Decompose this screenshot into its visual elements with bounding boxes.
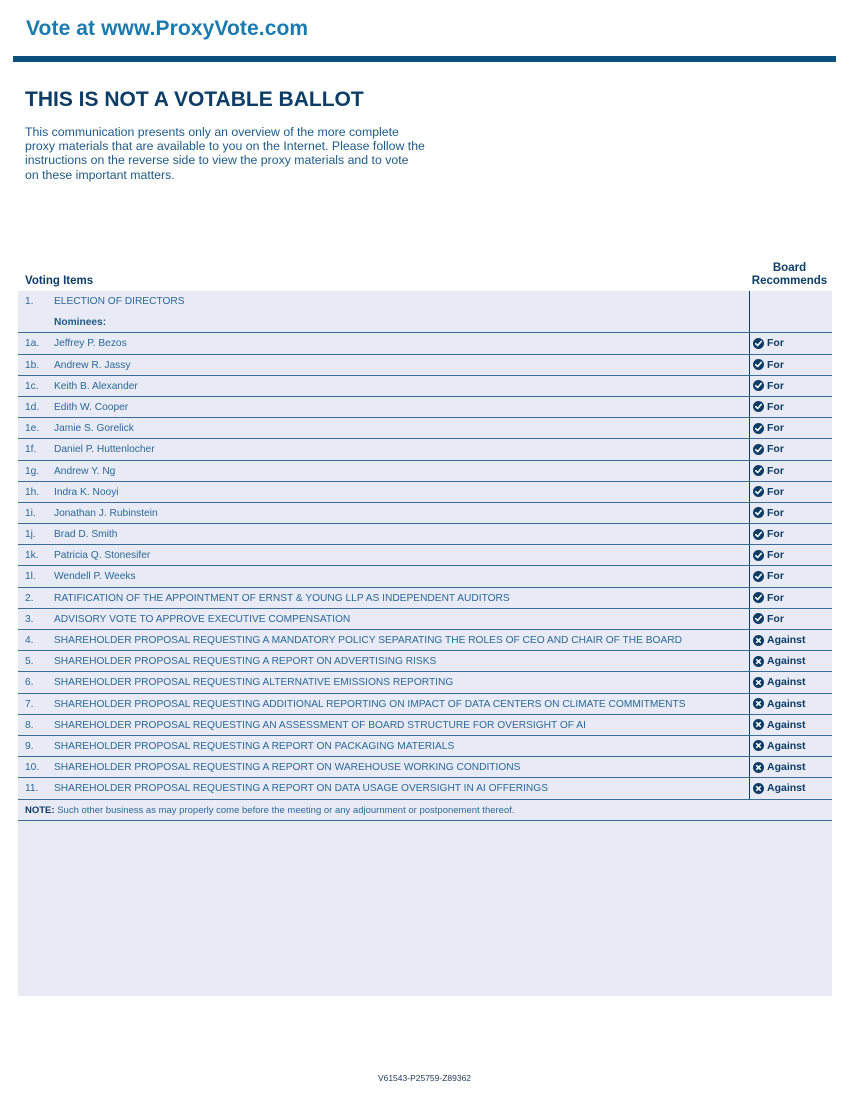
check-circle-icon: [753, 592, 764, 603]
recommendation: [753, 719, 806, 731]
check-circle-icon: [753, 423, 764, 434]
recommendation-cell: [749, 757, 832, 777]
recommendation-label: Against: [767, 718, 806, 731]
item-number: 1c.: [25, 380, 39, 392]
x-circle-icon: [753, 740, 764, 751]
table-row: [18, 694, 832, 715]
check-circle-icon: [753, 444, 764, 455]
note-label: NOTE:: [25, 804, 55, 816]
table-row: [18, 439, 832, 460]
recommendation: [753, 592, 784, 604]
recommendation-label: For: [767, 379, 784, 392]
table-row: [18, 397, 832, 418]
item-label: Daniel P. Huttenlocher: [54, 444, 155, 456]
recommendation-label: For: [767, 464, 784, 477]
item-label: SHAREHOLDER PROPOSAL REQUESTING A REPORT ON WAREHOUSE WORKING CONDITIONS: [54, 762, 521, 774]
recommendation: [753, 507, 784, 519]
voting-table: [18, 291, 832, 821]
table-row: [18, 609, 832, 630]
table-row: [18, 672, 832, 693]
intro-text: This communication presents only an overview of the more complete proxy materials that are available to you on the Internet. Please follow the instructions on the reverse side to view the proxy materials and to vote on these important matters.: [25, 125, 425, 182]
check-circle-icon: [753, 401, 764, 412]
item-number: 7.: [25, 698, 34, 710]
recommendation: [753, 698, 806, 710]
item-label: RATIFICATION OF THE APPOINTMENT OF ERNST & YOUNG LLP AS INDEPENDENT AUDITORS: [54, 592, 510, 604]
item-number: 4.: [25, 635, 34, 646]
item-label: ELECTION OF DIRECTORS: [54, 296, 185, 307]
recommendation: [753, 422, 784, 434]
recommendation-label: For: [767, 549, 784, 562]
x-circle-icon: [753, 677, 764, 688]
recommendation-cell: [749, 333, 832, 353]
item-label: Wendell P. Weeks: [54, 571, 136, 583]
item-label: SHAREHOLDER PROPOSAL REQUESTING ADDITIONAL REPORTING ON IMPACT OF DATA CENTERS ON CLIMATE COMMITMENTS: [54, 698, 686, 710]
board-recommends-line1: Board: [772, 262, 807, 274]
x-circle-icon: [753, 698, 764, 709]
recommendation: [753, 443, 784, 455]
recommendation: [753, 655, 806, 667]
recommendation-cell: [749, 461, 832, 481]
recommendation: [753, 761, 806, 773]
check-circle-icon: [753, 529, 764, 540]
x-circle-icon: [753, 656, 764, 667]
item-label: Keith B. Alexander: [54, 380, 138, 392]
recommendation-cell: [749, 651, 832, 671]
item-label: SHAREHOLDER PROPOSAL REQUESTING A REPORT ON DATA USAGE OVERSIGHT IN AI OFFERINGS: [54, 783, 549, 795]
item-label: Edith W. Cooper: [54, 401, 129, 413]
table-row: [18, 588, 832, 609]
board-recommends-header: [749, 262, 830, 288]
recommendation-cell: [749, 524, 832, 544]
recommendation-label: Against: [767, 634, 806, 646]
recommendation-label: For: [767, 570, 784, 583]
recommendation: [753, 634, 806, 646]
item-number: 1e.: [25, 423, 40, 435]
recommendation-cell: [749, 715, 832, 735]
recommendation-cell: [749, 355, 832, 375]
table-row: [18, 651, 832, 672]
x-circle-icon: [753, 783, 764, 794]
item-number: 1h.: [25, 486, 40, 498]
item-label: ADVISORY VOTE TO APPROVE EXECUTIVE COMPENSATION: [54, 613, 351, 625]
item-label: SHAREHOLDER PROPOSAL REQUESTING A REPORT ON ADVERTISING RISKS: [54, 656, 437, 668]
item-label: SHAREHOLDER PROPOSAL REQUESTING A MANDATORY POLICY SEPARATING THE ROLES OF CEO AND CHAIR OF THE BOARD: [54, 635, 682, 646]
item-number: 1j.: [25, 529, 36, 541]
table-row: [18, 715, 832, 736]
note-body: Such other business as may properly come before the meeting or any adjournment or postponement thereof.: [57, 804, 515, 816]
item-label: Jonathan J. Rubinstein: [54, 507, 158, 519]
recommendation: [753, 337, 784, 349]
recommendation-cell: [749, 736, 832, 756]
recommendation: [753, 570, 784, 582]
table-row: [18, 503, 832, 524]
voting-items-header: Voting Items: [25, 275, 94, 287]
header-rule: [13, 56, 836, 62]
item-number: 1l.: [25, 571, 36, 583]
document-code: V61543-P25759-Z89362: [377, 1073, 472, 1083]
recommendation-label: Against: [767, 655, 806, 668]
recommendation-label: Against: [767, 782, 806, 795]
recommendation-label: For: [767, 443, 784, 456]
recommendation-cell: [749, 609, 832, 629]
table-row: [18, 418, 832, 439]
table-row: [18, 736, 832, 757]
check-circle-icon: [753, 550, 764, 561]
recommendation: [753, 676, 806, 688]
recommendation-label: For: [767, 528, 784, 541]
item-number: 1b.: [25, 359, 40, 371]
item-number: 1a.: [25, 338, 40, 350]
item-label: Indra K. Nooyi: [54, 486, 119, 498]
recommendation: [753, 380, 784, 392]
recommendation: [753, 528, 784, 540]
item-number: 6.: [25, 677, 34, 689]
recommendation: [753, 486, 784, 498]
table-row: [18, 291, 832, 312]
recommendation-label: For: [767, 612, 784, 625]
item-label: SHAREHOLDER PROPOSAL REQUESTING AN ASSESSMENT OF BOARD STRUCTURE FOR OVERSIGHT OF AI: [54, 719, 586, 731]
recommendation-cell: [749, 291, 832, 312]
recommendation-label: For: [767, 400, 784, 413]
table-row: [18, 355, 832, 376]
item-label: SHAREHOLDER PROPOSAL REQUESTING ALTERNATIVE EMISSIONS REPORTING: [54, 677, 454, 689]
recommendation: [753, 549, 784, 561]
item-number: 10.: [25, 762, 40, 774]
table-row: [18, 630, 832, 651]
recommendation-cell: [749, 439, 832, 459]
x-circle-icon: [753, 635, 764, 646]
check-circle-icon: [753, 613, 764, 624]
item-number: 1d.: [25, 401, 40, 413]
recommendation-cell: [749, 418, 832, 438]
x-circle-icon: [753, 762, 764, 773]
recommendation: [753, 401, 784, 413]
item-number: 3.: [25, 613, 34, 625]
recommendation: [753, 740, 806, 752]
recommendation-label: For: [767, 591, 784, 604]
recommendation-cell: [749, 397, 832, 417]
recommendation-label: For: [767, 422, 784, 435]
table-row: [18, 312, 832, 333]
table-row: [18, 524, 832, 545]
check-circle-icon: [753, 338, 764, 349]
check-circle-icon: [753, 465, 764, 476]
item-number: 8.: [25, 719, 34, 731]
recommendation-cell: [749, 503, 832, 523]
table-row: [18, 545, 832, 566]
recommendation-label: For: [767, 337, 784, 350]
recommendation: [753, 613, 784, 625]
item-label: SHAREHOLDER PROPOSAL REQUESTING A REPORT ON PACKAGING MATERIALS: [54, 740, 455, 752]
item-number: 1f.: [25, 444, 37, 456]
item-label: Jamie S. Gorelick: [54, 423, 134, 435]
recommendation-label: For: [767, 358, 784, 371]
item-label: Andrew Y. Ng: [54, 465, 116, 477]
recommendation-label: Against: [767, 761, 806, 774]
page-title: THIS IS NOT A VOTABLE BALLOT: [25, 88, 364, 111]
proxyvote-link[interactable]: Vote at www.ProxyVote.com: [26, 17, 309, 40]
recommendation-cell: [749, 588, 832, 608]
table-row: [18, 333, 832, 354]
recommendation-cell: [749, 630, 832, 650]
item-number: 5.: [25, 656, 34, 668]
recommendation-cell: [749, 694, 832, 714]
recommendation: [753, 782, 806, 794]
item-number: 1.: [25, 296, 34, 307]
item-label: Jeffrey P. Bezos: [54, 338, 127, 350]
table-row: [18, 757, 832, 778]
check-circle-icon: [753, 507, 764, 518]
table-row: [18, 376, 832, 397]
recommendation-cell: [749, 778, 832, 798]
table-row: [18, 778, 832, 799]
item-number: 2.: [25, 592, 34, 604]
item-label: Patricia Q. Stonesifer: [54, 550, 151, 562]
recommendation-label: Against: [767, 676, 806, 689]
note-text: [25, 805, 515, 816]
item-number: 9.: [25, 740, 34, 752]
recommendation-label: For: [767, 485, 784, 498]
item-number: 1i.: [25, 507, 36, 519]
x-circle-icon: [753, 719, 764, 730]
recommendation-label: For: [767, 506, 784, 519]
check-circle-icon: [753, 571, 764, 582]
recommendation: [753, 359, 784, 371]
recommendation-cell: [749, 482, 832, 502]
check-circle-icon: [753, 359, 764, 370]
board-recommends-line2: Recommends: [751, 275, 828, 287]
recommendation-cell: [749, 312, 832, 332]
item-label: Nominees:: [54, 317, 107, 329]
recommendation-label: Against: [767, 739, 806, 752]
item-number: 1k.: [25, 550, 39, 562]
item-number: 11.: [25, 783, 39, 795]
table-row: [18, 566, 832, 587]
recommendation-cell: [749, 545, 832, 565]
check-circle-icon: [753, 486, 764, 497]
recommendation: [753, 465, 784, 477]
item-label: Brad D. Smith: [54, 529, 118, 541]
item-label: Andrew R. Jassy: [54, 359, 131, 371]
recommendation-cell: [749, 566, 832, 586]
table-row: [18, 482, 832, 503]
check-circle-icon: [753, 380, 764, 391]
table-row: [18, 461, 832, 482]
recommendation-cell: [749, 672, 832, 692]
recommendation-label: Against: [767, 697, 806, 710]
note-row: [18, 800, 832, 821]
item-number: 1g.: [25, 465, 40, 477]
recommendation-cell: [749, 376, 832, 396]
